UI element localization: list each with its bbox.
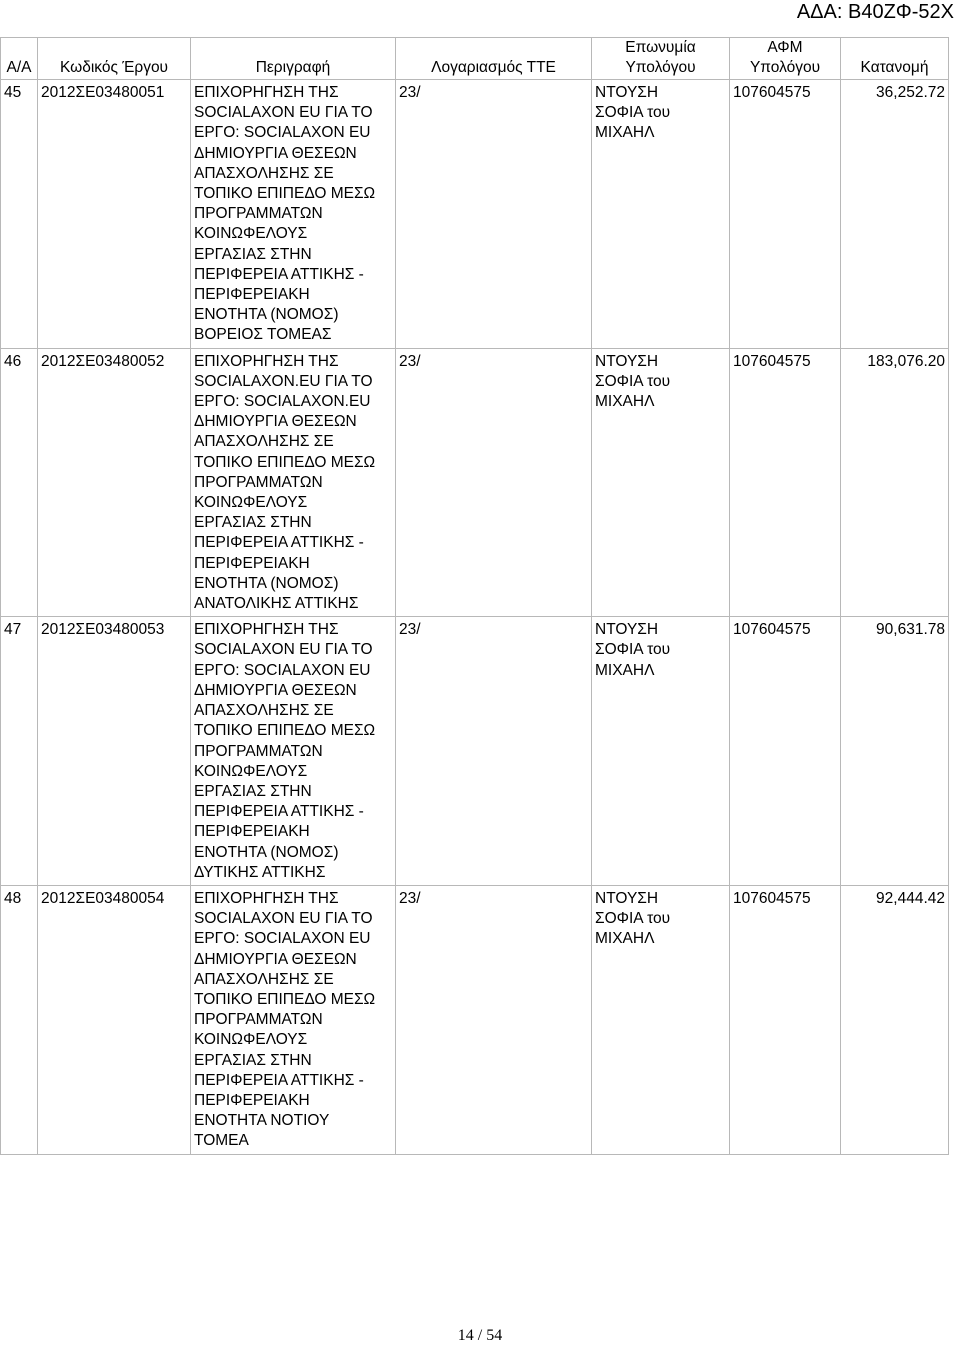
project-description-line: ΠΡΟΓΡΑΜΜΑΤΩΝ	[194, 205, 323, 223]
project-description-line: ΑΠΑΣΧΟΛΗΣΗΣ ΣΕ	[194, 702, 334, 720]
tte-account: 23/	[396, 617, 592, 886]
project-description-line: ΕΠΙΧΟΡΗΓΗΣΗ ΤΗΣ	[194, 84, 339, 101]
accountant-name	[592, 348, 730, 617]
col-header-allocation: Κατανομή	[841, 38, 949, 80]
project-description-line: ΑΠΑΣΧΟΛΗΣΗΣ ΣΕ	[194, 433, 334, 451]
project-description-line: ΠΕΡΙΦΕΡΕΙΑΚΗ	[194, 1091, 310, 1109]
project-description-line: ΤΟΜΕΑ	[194, 1132, 249, 1150]
col-header-account: Λογαριασμός ΤΤΕ	[396, 38, 592, 80]
project-description-line: ΤΟΠΙΚΟ ΕΠΙΠΕΔΟ ΜΕΣΩ	[194, 453, 376, 471]
project-description-line: ΕΠΙΧΟΡΗΓΗΣΗ ΤΗΣ	[194, 621, 339, 639]
project-description-line: SOCIALAXON EU ΓΙΑ ΤΟ	[194, 104, 373, 122]
allocation-amount: 92,444.42	[841, 885, 949, 1154]
accountant-name-line: ΜΙΧΑΗΛ	[595, 930, 655, 948]
project-description-line: ΠΕΡΙΦΕΡΕΙΑΚΗ	[194, 286, 310, 304]
row-number: 46	[1, 348, 38, 617]
project-description-line: ΠΕΡΙΦΕΡΕΙΑ ΑΤΤΙΚΗΣ -	[194, 1071, 364, 1089]
project-description	[191, 885, 396, 1154]
project-description-line: ΠΕΡΙΦΕΡΕΙΑΚΗ	[194, 823, 310, 841]
accountant-afm: 107604575	[730, 617, 841, 886]
project-description-line: ΕΡΓΟ: SOCIALAXON EU	[194, 124, 371, 142]
table-header-row	[1, 38, 949, 80]
project-description-line: ΕΝΟΤΗΤΑ (ΝΟΜΟΣ)	[194, 843, 339, 861]
project-code: 2012ΣΕ03480052	[38, 348, 191, 617]
accountant-name-line: ΣΟΦΙΑ του	[595, 372, 671, 390]
accountant-afm: 107604575	[730, 80, 841, 349]
page-number	[0, 1327, 960, 1345]
page-separator: /	[477, 1327, 483, 1344]
project-description	[191, 80, 396, 349]
project-description-line: ΕΠΙΧΟΡΗΓΗΣΗ ΤΗΣ	[194, 889, 339, 907]
project-description-line: ΠΡΟΓΡΑΜΜΑΤΩΝ	[194, 742, 323, 760]
accountant-name-line: ΜΙΧΑΗΛ	[595, 124, 655, 142]
table-row	[1, 617, 949, 886]
project-description-line: ΕΡΓΟ: SOCIALAXON EU	[194, 930, 371, 948]
project-description-line: ΑΝΑΤΟΛΙΚΗΣ ΑΤΤΙΚΗΣ	[194, 595, 359, 613]
accountant-name	[592, 80, 730, 349]
project-description-line: ΠΡΟΓΡΑΜΜΑΤΩΝ	[194, 473, 323, 491]
project-description-line: ΤΟΠΙΚΟ ΕΠΙΠΕΔΟ ΜΕΣΩ	[194, 722, 376, 740]
project-description-line: ΠΕΡΙΦΕΡΕΙΑ ΑΤΤΙΚΗΣ -	[194, 534, 364, 552]
accountant-name-line: ΝΤΟΥΣΗ	[595, 84, 659, 101]
tte-account: 23/	[396, 885, 592, 1154]
accountant-name-line: ΝΤΟΥΣΗ	[595, 889, 659, 907]
project-description-line: ΕΡΓΑΣΙΑΣ ΣΤΗΝ	[194, 514, 312, 532]
total-pages: 54	[486, 1327, 503, 1344]
accountant-afm: 107604575	[730, 885, 841, 1154]
project-description-line: ΠΡΟΓΡΑΜΜΑΤΩΝ	[194, 1011, 323, 1029]
project-description-line: ΕΝΟΤΗΤΑ ΝΟΤΙΟΥ	[194, 1112, 330, 1130]
col-header-code: Κωδικός Έργου	[38, 38, 191, 80]
accountant-name-line: ΝΤΟΥΣΗ	[595, 621, 659, 639]
allocation-amount: 183,076.20	[841, 348, 949, 617]
table-row	[1, 80, 949, 349]
accountant-name-line: ΣΟΦΙΑ του	[595, 910, 671, 928]
project-description-line: ΔΗΜΙΟΥΡΓΙΑ ΘΕΣΕΩΝ	[194, 413, 357, 431]
project-description-line: ΠΕΡΙΦΕΡΕΙΑ ΑΤΤΙΚΗΣ -	[194, 265, 364, 283]
tte-account: 23/	[396, 80, 592, 349]
col-header-afm: ΑΦΜ Υπολόγου	[730, 38, 841, 80]
table-row	[1, 348, 949, 617]
project-description	[191, 348, 396, 617]
project-code: 2012ΣΕ03480051	[38, 80, 191, 349]
tte-account: 23/	[396, 348, 592, 617]
project-description	[191, 617, 396, 886]
project-description-line: ΚΟΙΝΩΦΕΛΟΥΣ	[194, 225, 308, 243]
project-description-line: ΕΝΟΤΗΤΑ (ΝΟΜΟΣ)	[194, 574, 339, 592]
table-row	[1, 885, 949, 1154]
row-number: 45	[1, 80, 38, 349]
project-code: 2012ΣΕ03480054	[38, 885, 191, 1154]
project-description-line: ΕΡΓΑΣΙΑΣ ΣΤΗΝ	[194, 245, 312, 263]
row-number: 47	[1, 617, 38, 886]
project-description-line: ΤΟΠΙΚΟ ΕΠΙΠΕΔΟ ΜΕΣΩ	[194, 990, 376, 1008]
project-description-line: SOCIALAXON.EU ΓΙΑ ΤΟ	[194, 372, 373, 390]
project-description-line: ΠΕΡΙΦΕΡΕΙΑ ΑΤΤΙΚΗΣ -	[194, 803, 364, 821]
accountant-name-line: ΣΟΦΙΑ του	[595, 641, 671, 659]
col-header-aa: Α/Α	[1, 38, 38, 80]
allocation-amount: 36,252.72	[841, 80, 949, 349]
project-description-line: SOCIALAXON EU ΓΙΑ ΤΟ	[194, 641, 373, 659]
accountant-name	[592, 617, 730, 886]
project-description-line: ΚΟΙΝΩΦΕΛΟΥΣ	[194, 1031, 308, 1049]
accountant-name	[592, 885, 730, 1154]
project-description-line: ΕΡΓΟ: SOCIALAXON EU	[194, 661, 371, 679]
project-description-line: ΔΗΜΙΟΥΡΓΙΑ ΘΕΣΕΩΝ	[194, 144, 357, 162]
current-page: 14	[457, 1327, 474, 1344]
accountant-name-line: ΜΙΧΑΗΛ	[595, 393, 655, 411]
project-description-line: ΚΟΙΝΩΦΕΛΟΥΣ	[194, 494, 308, 512]
project-description-line: ΕΠΙΧΟΡΗΓΗΣΗ ΤΗΣ	[194, 352, 339, 370]
allocation-table	[0, 37, 949, 1155]
col-header-accountant: Επωνυμία Υπολόγου	[592, 38, 730, 80]
project-description-line: ΕΡΓΑΣΙΑΣ ΣΤΗΝ	[194, 782, 312, 800]
project-description-line: ΔΗΜΙΟΥΡΓΙΑ ΘΕΣΕΩΝ	[194, 950, 357, 968]
project-description-line: ΕΡΓΟ: SOCIALAXON.EU	[194, 393, 371, 411]
accountant-name-line: ΜΙΧΑΗΛ	[595, 661, 655, 679]
project-description-line: ΑΠΑΣΧΟΛΗΣΗΣ ΣΕ	[194, 970, 334, 988]
project-description-line: ΔΥΤΙΚΗΣ ΑΤΤΙΚΗΣ	[194, 863, 326, 881]
project-description-line: ΕΡΓΑΣΙΑΣ ΣΤΗΝ	[194, 1051, 312, 1069]
project-description-line: ΑΠΑΣΧΟΛΗΣΗΣ ΣΕ	[194, 164, 334, 182]
project-code: 2012ΣΕ03480053	[38, 617, 191, 886]
accountant-name-line: ΣΟΦΙΑ του	[595, 104, 671, 122]
project-description-line: ΔΗΜΙΟΥΡΓΙΑ ΘΕΣΕΩΝ	[194, 681, 357, 699]
project-description-line: ΒΟΡΕΙΟΣ ΤΟΜΕΑΣ	[194, 326, 332, 344]
allocation-amount: 90,631.78	[841, 617, 949, 886]
project-description-line: ΕΝΟΤΗΤΑ (ΝΟΜΟΣ)	[194, 306, 339, 324]
row-number: 48	[1, 885, 38, 1154]
accountant-afm: 107604575	[730, 348, 841, 617]
accountant-name-line: ΝΤΟΥΣΗ	[595, 352, 659, 370]
ada-stamp: ΑΔΑ: Β40ΖΦ-52Χ	[796, 1, 954, 23]
project-description-line: SOCIALAXON EU ΓΙΑ ΤΟ	[194, 910, 373, 928]
project-description-line: ΚΟΙΝΩΦΕΛΟΥΣ	[194, 762, 308, 780]
project-description-line: ΤΟΠΙΚΟ ΕΠΙΠΕΔΟ ΜΕΣΩ	[194, 185, 376, 203]
col-header-description: Περιγραφή	[191, 38, 396, 80]
project-description-line: ΠΕΡΙΦΕΡΕΙΑΚΗ	[194, 554, 310, 572]
table-body	[1, 80, 949, 1155]
